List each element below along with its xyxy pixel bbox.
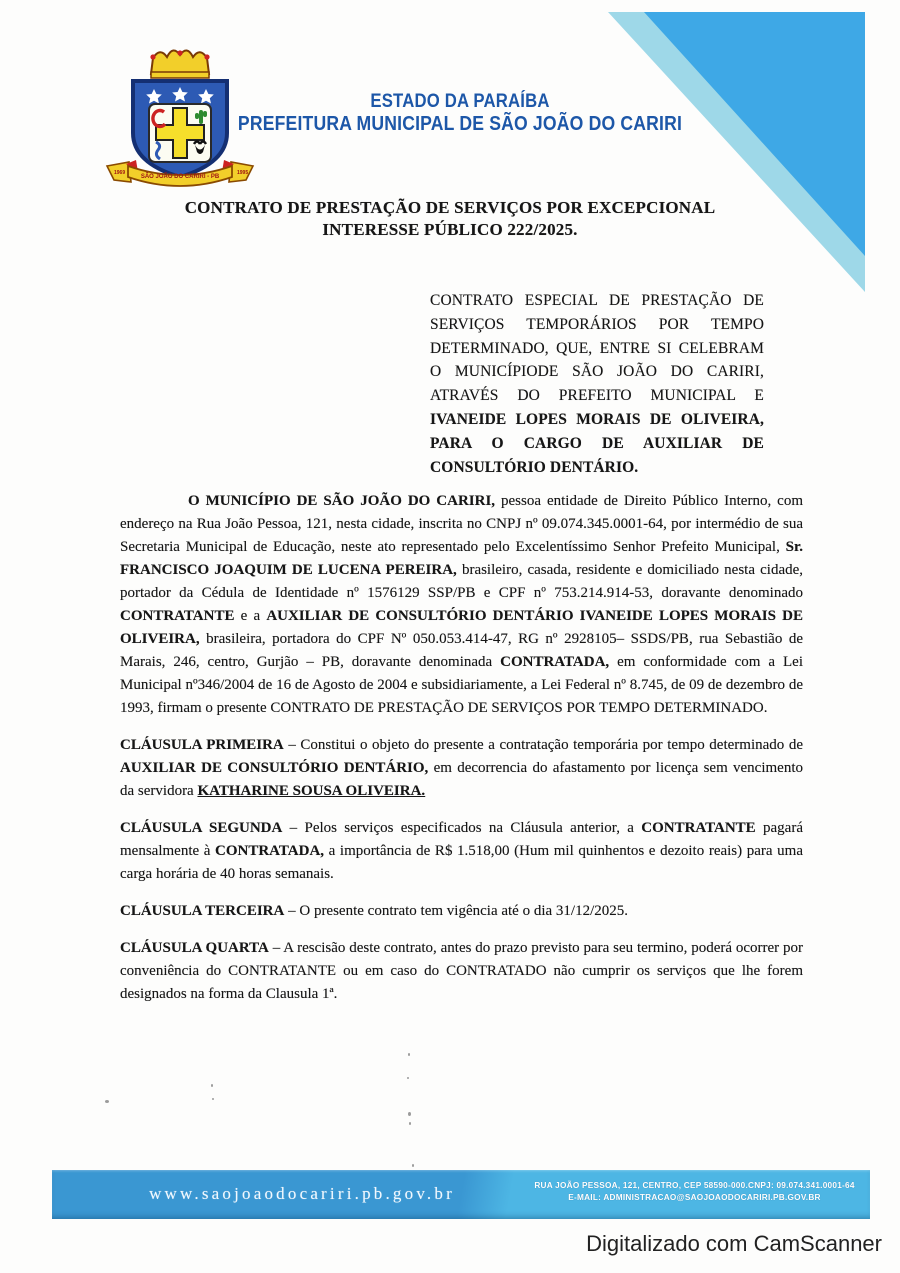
- text-segment: CLÁUSULA QUARTA: [120, 940, 269, 956]
- banner-year-left: 1969: [114, 170, 126, 176]
- clause-quarta: [120, 937, 803, 1006]
- footer-website: www.saojoaodocariri.pb.gov.br: [149, 1184, 455, 1203]
- text-segment: AUXILIAR DE CONSULTÓRIO DENTÁRIO,: [120, 760, 429, 776]
- text-segment: a importância de R$ 1.518,00 (Hum mil quinhentos e dezoito reais) para uma carga horária de 40 horas semanais.: [120, 843, 803, 882]
- text-segment: CONTRATADA,: [500, 654, 610, 670]
- footer-address-line2: E-MAIL: ADMINISTRACAO@SAOJOAODOCARIRI.PB.GOV.BR: [568, 1192, 821, 1202]
- letterhead-state: ESTADO DA PARAÍBA: [370, 91, 550, 112]
- banner-text: SÃO JOÃO DO CARIRI - PB: [140, 174, 220, 180]
- text-segment: e a: [234, 608, 267, 624]
- text-segment: KATHARINE SOUSA OLIVEIRA.: [197, 783, 426, 799]
- text-segment: IVANEIDE LOPES MORAIS DE OLIVEIRA, PARA O CARGO DE AUXILIAR DE CONSULTÓRIO DENTÁRIO.: [430, 410, 764, 476]
- text-segment: pessoa entidade de Direito Público Interno, com endereço na Rua João Pessoa, 121, nesta cidade, inscrita no CNPJ nº 09.074.345.0001-64, por intermédio de sua Secretaria Municipal de Educação, neste ato representado pelo Excelentíssimo Senhor Prefeito Municipal,: [120, 493, 803, 555]
- text-segment: em conformidade com a Lei Municipal nº346/2004 de 16 de Agosto de 2004 e subsidiariamente, a Lei Federal nº 8.745, de 09 de dezembro de 1993, firmam o presente CONTRATO DE PRESTAÇÃO DE SERVIÇOS POR TEMPO DETERMINADO.: [120, 654, 803, 716]
- text-segment: CONTRATANTE: [641, 820, 756, 836]
- footer-address: [491, 1179, 899, 1203]
- text-segment: – O presente contrato tem vigência até o dia 31/12/2025.: [284, 903, 629, 919]
- scan-artifact: [105, 1100, 109, 1103]
- scan-artifact: [412, 1164, 414, 1167]
- parties-paragraph: [120, 490, 803, 720]
- clause-terceira: [120, 900, 803, 923]
- scan-artifact: [211, 1084, 213, 1087]
- letterhead-municipality: PREFEITURA MUNICIPAL DE SÃO JOÃO DO CARIRI: [237, 113, 683, 135]
- text-segment: brasileiro, casada, residente e domiciliado nesta cidade, portador da Cédula de Identidade nº 1576129 SSP/PB e CPF nº 753.214.914-53, doravante denominado: [120, 562, 804, 601]
- text-segment: CLÁUSULA SEGUNDA: [120, 820, 283, 836]
- crown-icon: [150, 50, 209, 78]
- text-segment: CONTRATADA,: [215, 843, 325, 859]
- document-title: [110, 197, 790, 241]
- text-segment: pagará mensalmente à: [120, 820, 803, 859]
- contract-body: [120, 490, 803, 1020]
- text-segment: Sr. FRANCISCO JOAQUIM DE LUCENA PEREIRA,: [120, 539, 803, 578]
- text-segment: CLÁUSULA TERCEIRA: [120, 903, 285, 919]
- footer-band: [52, 1170, 870, 1219]
- scan-artifact: [407, 1077, 409, 1079]
- text-segment: – Constitui o objeto do presente a contratação temporária por tempo determinado de: [283, 737, 804, 753]
- text-segment: O MUNICÍPIO DE SÃO JOÃO DO CARIRI,: [188, 493, 496, 509]
- letterhead: [170, 90, 750, 136]
- text-segment: CONTRATANTE: [120, 608, 235, 624]
- text-segment: AUXILIAR DE CONSULTÓRIO DENTÁRIO IVANEIDE LOPES MORAIS DE OLIVEIRA,: [120, 608, 803, 647]
- corner-triangle-decoration: [600, 0, 900, 300]
- text-segment: – A rescisão deste contrato, antes do prazo previsto para seu termino, poderá ocorrer por conveniência do CONTRATANTE ou em caso do CONTRATADO não cumprir os serviços que lhe forem designados na forma da Clausula 1ª.: [120, 940, 803, 1002]
- contract-preamble: [430, 289, 764, 479]
- text-segment: brasileira, portadora do CPF Nº 050.053.414-47, RG nº 2928105– SSDS/PB, rua Sebastião de Marais, 246, centro, Gurjão – PB, doravante denominada: [120, 631, 803, 670]
- banner-year-right: 1995: [237, 170, 249, 176]
- text-segment: – Pelos serviços especificados na Cláusula anterior, a: [282, 820, 642, 836]
- scan-artifact: [408, 1112, 411, 1116]
- footer-address-line1: RUA JOÃO PESSOA, 121, CENTRO, CEP 58590-000.CNPJ: 09.074.341.0001-64: [534, 1180, 855, 1190]
- text-segment: em decorrencia do afastamento por licença sem vencimento da servidora: [120, 760, 804, 799]
- scan-artifact: [409, 1122, 411, 1125]
- camscanner-watermark: Digitalizado com CamScanner: [586, 1231, 882, 1256]
- clause-segunda: [120, 817, 803, 886]
- text-segment: CONTRATO ESPECIAL DE PRESTAÇÃO DE SERVIÇOS TEMPORÁRIOS POR TEMPO DETERMINADO, QUE, ENTRE SI CELEBRAM O MUNICÍPIODE SÃO JOÃO DO CARIRI, ATRAVÉS DO PREFEITO MUNICIPAL E: [430, 292, 764, 405]
- scan-artifact: [408, 1053, 410, 1056]
- text-segment: CLÁUSULA PRIMEIRA: [120, 737, 284, 753]
- document-title-line2: INTERESSE PÚBLICO 222/2025.: [322, 220, 578, 239]
- document-title-line1: CONTRATO DE PRESTAÇÃO DE SERVIÇOS POR EXCEPCIONAL: [184, 198, 716, 217]
- clause-primeira: [120, 734, 803, 803]
- scan-artifact: [212, 1098, 214, 1100]
